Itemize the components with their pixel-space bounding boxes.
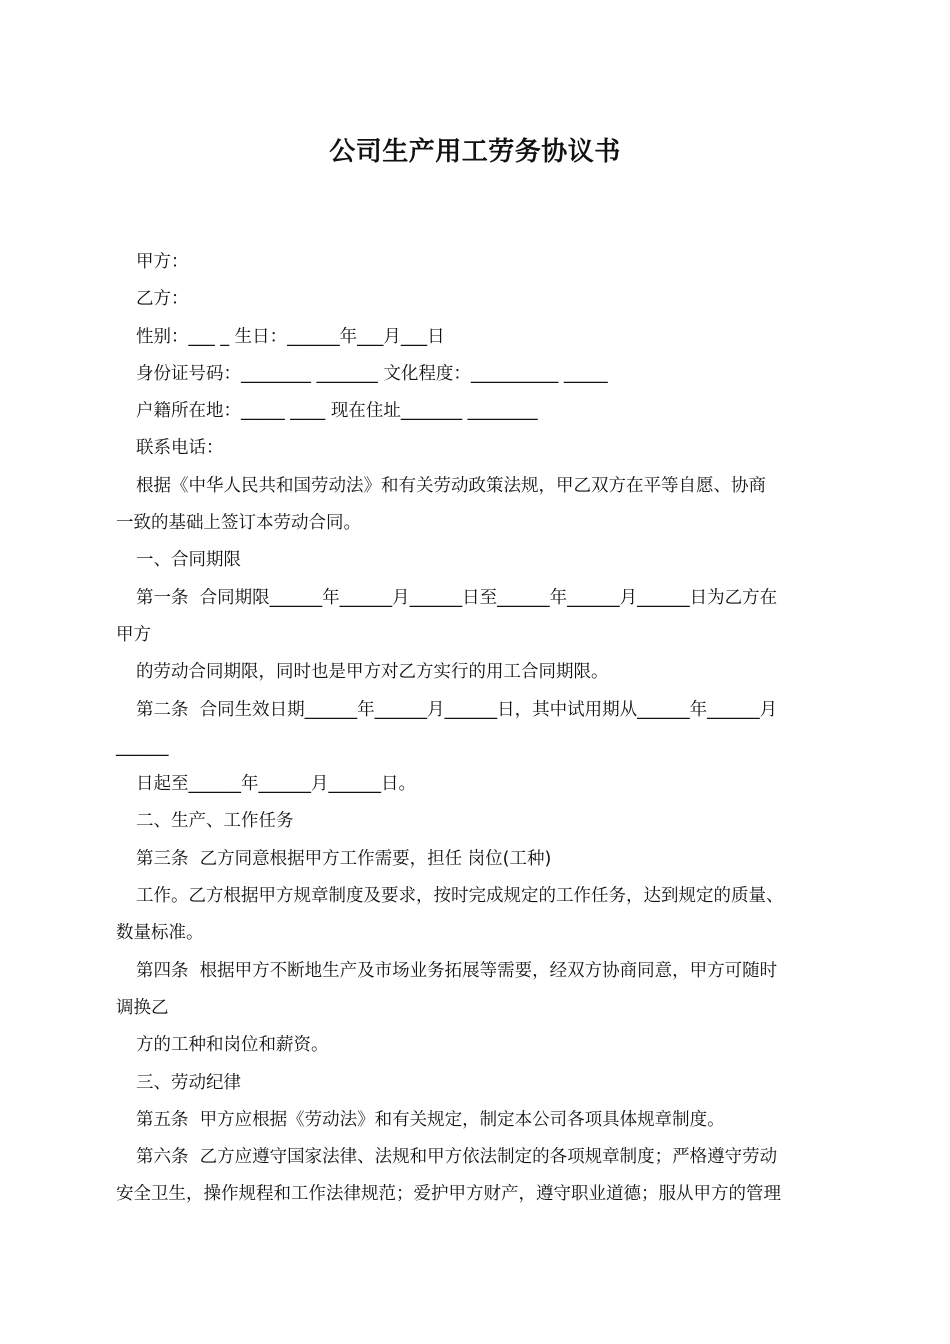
text-line: 性别：___ _ 生日：______年___月___日 bbox=[136, 326, 445, 347]
text-line: 户籍所在地：_____ ____ 现在住址_______ ________ bbox=[136, 401, 538, 422]
text-line: 身份证号码：________ _______ 文化程度：__________ _____ bbox=[136, 363, 608, 384]
text-line: 第一条 合同期限______年______月______日至______年______月______日为乙方在 bbox=[136, 587, 778, 608]
text-line: 数量标准。 bbox=[116, 923, 204, 944]
text-line: 调换乙 bbox=[116, 997, 169, 1018]
text-line: 一、合同期限 bbox=[136, 550, 241, 571]
document-body bbox=[116, 244, 846, 1214]
document-title: 公司生产用工劳务协议书 bbox=[329, 137, 621, 167]
text-line: 第二条 合同生效日期______年______月______日，其中试用期从______年______月 bbox=[136, 699, 778, 720]
text-line: 方的工种和岗位和薪资。 bbox=[136, 1035, 329, 1056]
text-line: 二、生产、工作任务 bbox=[136, 811, 294, 832]
text-line: 甲方： bbox=[136, 252, 189, 272]
text-line: 联系电话： bbox=[136, 438, 224, 459]
text-line: 的劳动合同期限，同时也是甲方对乙方实行的用工合同期限。 bbox=[136, 662, 609, 683]
text-line: ______ bbox=[116, 736, 169, 757]
text-line: 根据《中华人民共和国劳动法》和有关劳动政策法规，甲乙双方在平等自愿、协商 bbox=[136, 475, 766, 496]
text-line: 第六条 乙方应遵守国家法律、法规和甲方依法制定的各项规章制度；严格遵守劳动 bbox=[136, 1147, 778, 1168]
text-line: 甲方 bbox=[116, 624, 151, 645]
text-line: 第三条 乙方同意根据甲方工作需要，担任 岗位(工种) bbox=[136, 848, 552, 869]
text-line: 一致的基础上签订本劳动合同。 bbox=[116, 513, 361, 534]
text-line: 乙方： bbox=[136, 289, 189, 310]
text-line: 安全卫生，操作规程和工作法律规范；爱护甲方财产，遵守职业道德；服从甲方的管理 bbox=[116, 1184, 781, 1205]
text-line: 第五条 甲方应根据《劳动法》和有关规定，制定本公司各项具体规章制度。 bbox=[136, 1109, 725, 1130]
text-line: 三、劳动纪律 bbox=[136, 1072, 241, 1093]
text-line: 工作。乙方根据甲方规章制度及要求，按时完成规定的工作任务，达到规定的质量、 bbox=[136, 886, 784, 907]
text-line: 日起至______年______月______日。 bbox=[136, 774, 416, 795]
text-line: 第四条 根据甲方不断地生产及市场业务拓展等需要，经双方协商同意，甲方可随时 bbox=[136, 960, 778, 981]
